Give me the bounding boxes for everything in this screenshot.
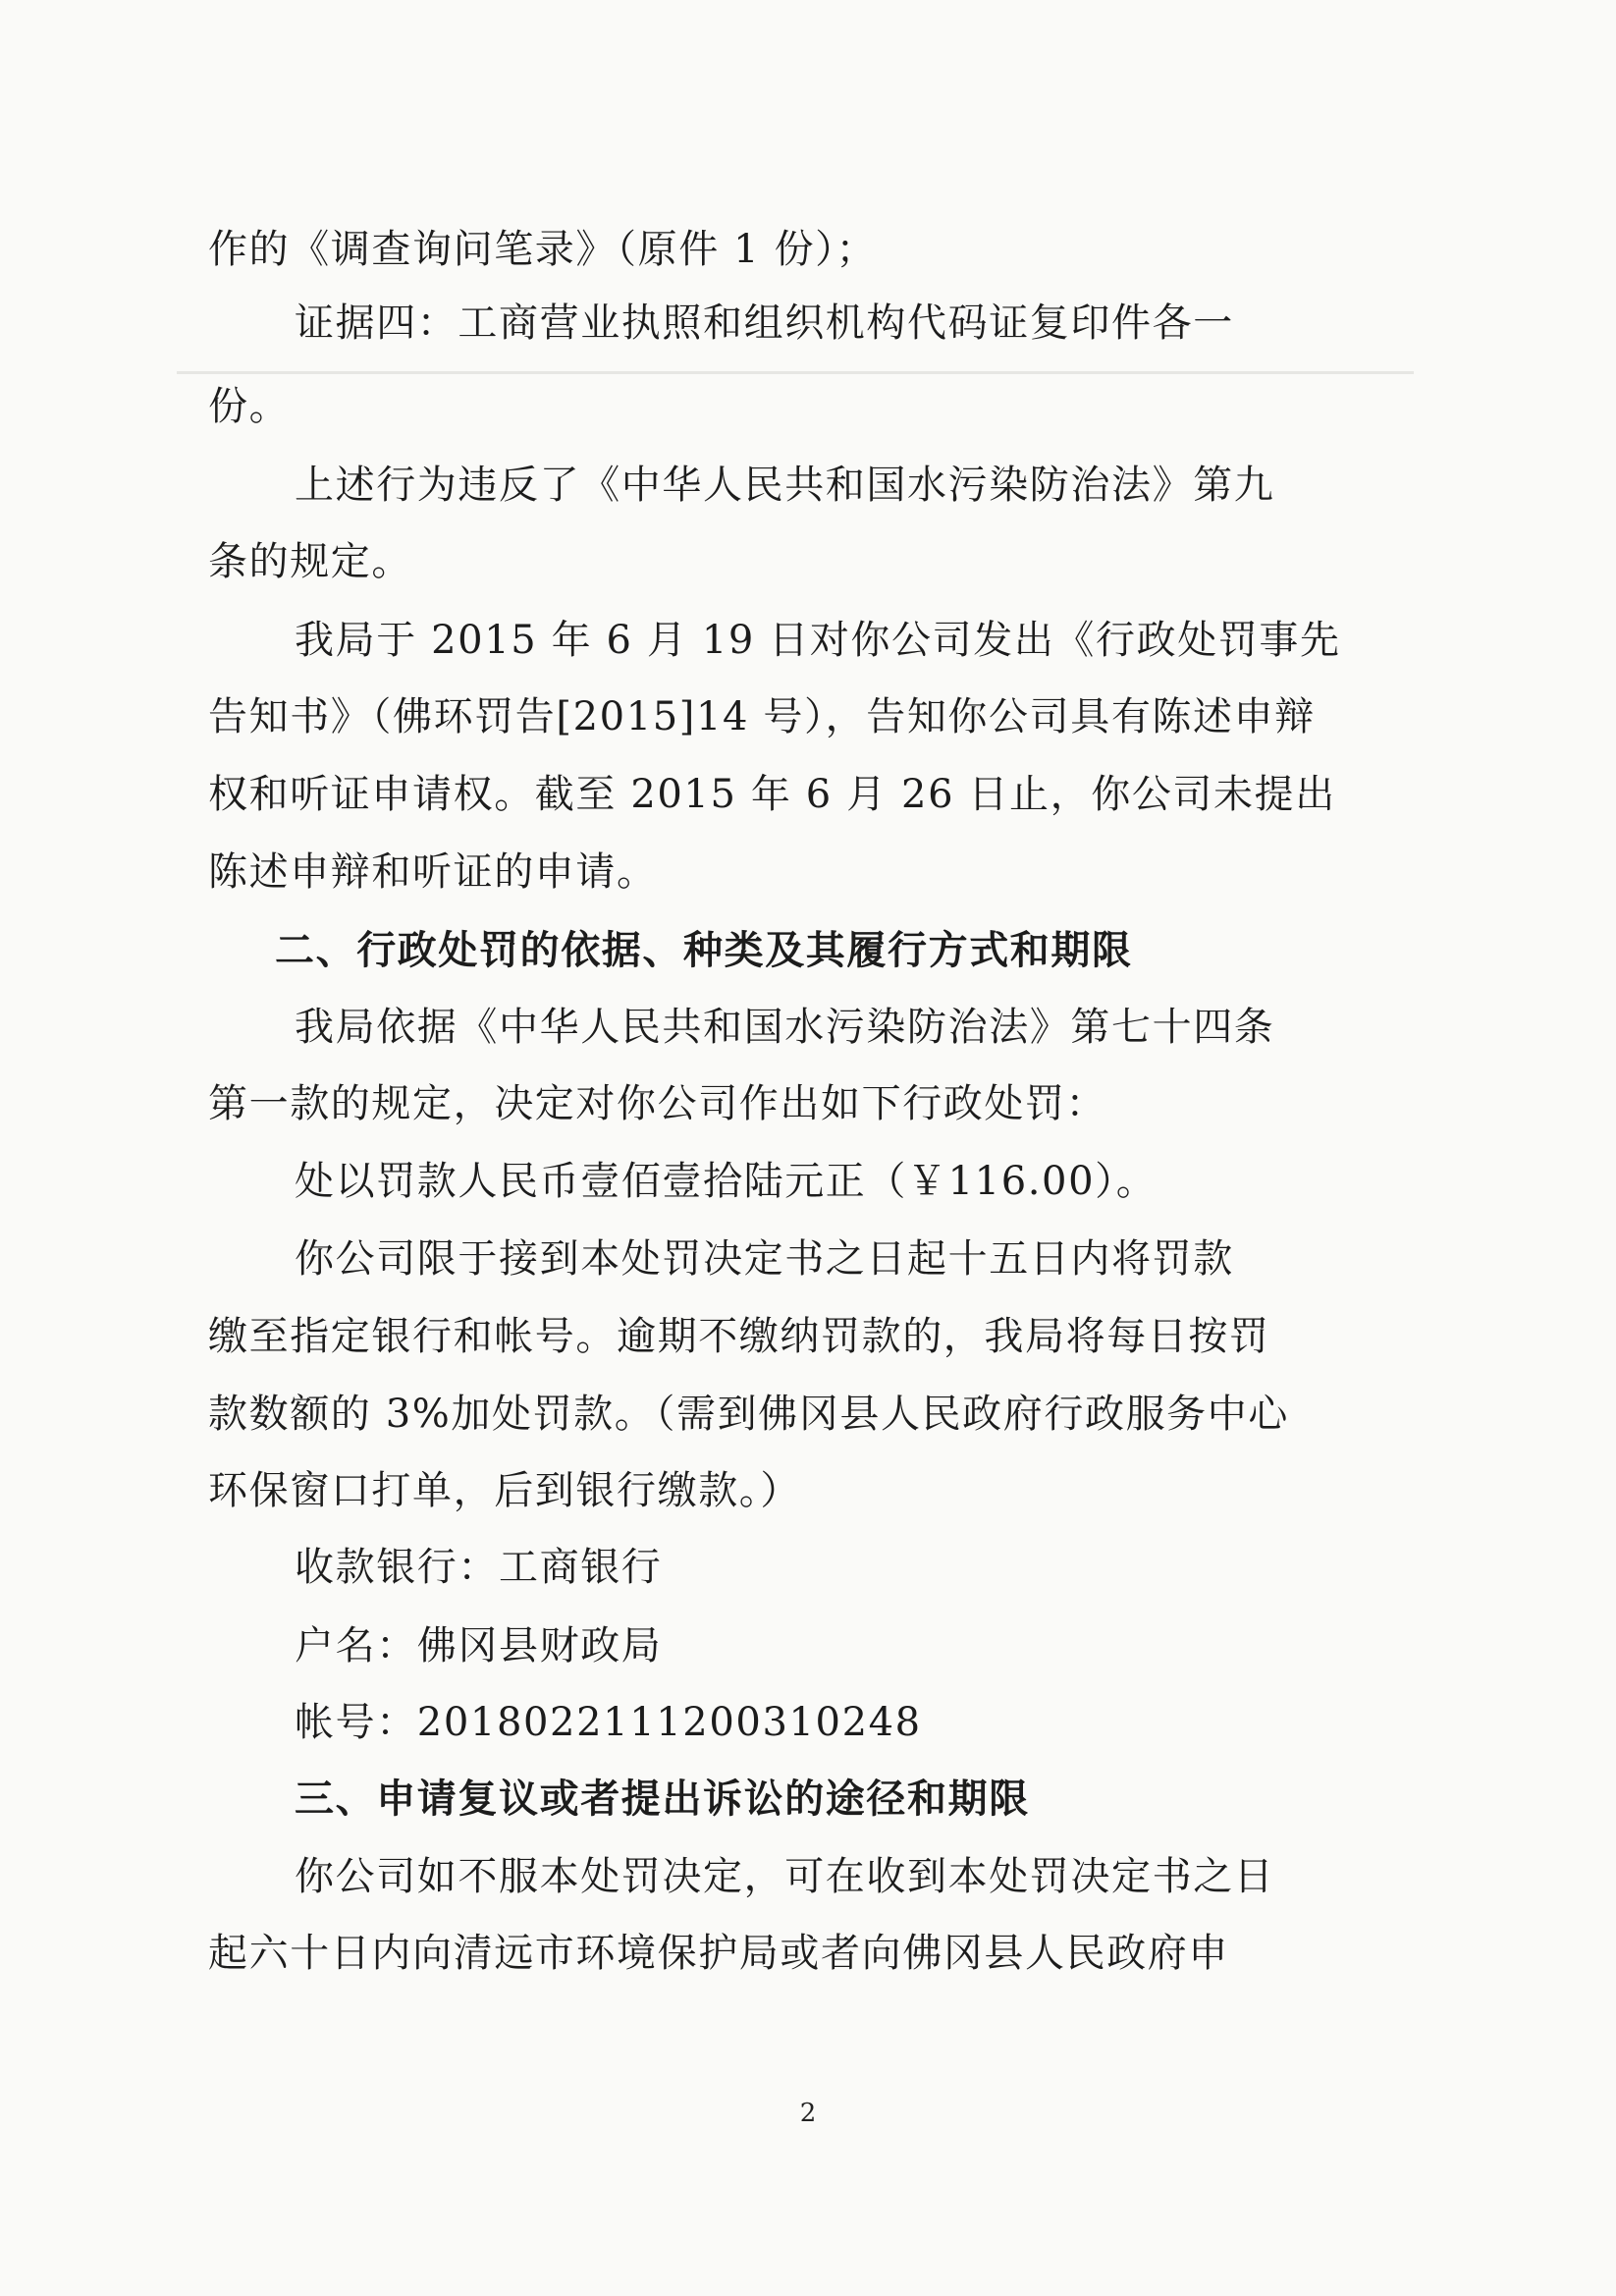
account-holder-line: 户名：佛冈县财政局 bbox=[295, 1623, 663, 1668]
text-line-6: 我局于 2015 年 6 月 19 日对你公司发出《行政处罚事先 bbox=[295, 618, 1341, 663]
text-line-15: 缴至指定银行和帐号。逾期不缴纳罚款的，我局将每日按罚 bbox=[208, 1314, 1270, 1359]
text-line-3: 份。 bbox=[208, 384, 291, 429]
text-line-7: 告知书》（佛环罚告[2015]14 号），告知你公司具有陈述申辩 bbox=[208, 694, 1316, 739]
text-line-14: 你公司限于接到本处罚决定书之日起十五日内将罚款 bbox=[295, 1236, 1234, 1282]
account-number-line: 帐号：2018022111200310248 bbox=[295, 1700, 922, 1745]
bank-name-line: 收款银行：工商银行 bbox=[295, 1545, 663, 1590]
text-line-4: 上述行为违反了《中华人民共和国水污染防治法》第九 bbox=[295, 463, 1275, 508]
text-line-8: 权和听证申请权。截至 2015 年 6 月 26 日止，你公司未提出 bbox=[208, 772, 1336, 817]
text-line-12: 第一款的规定，决定对你公司作出如下行政处罚： bbox=[208, 1081, 1107, 1126]
text-line-1: 作的《调查询问笔录》（原件 1 份）； bbox=[208, 227, 878, 272]
section-heading-3: 三、申请复议或者提出诉讼的途径和期限 bbox=[295, 1776, 1030, 1822]
text-line-11: 我局依据《中华人民共和国水污染防治法》第七十四条 bbox=[295, 1005, 1275, 1050]
text-line-17: 环保窗口打单，后到银行缴款。） bbox=[208, 1468, 801, 1513]
text-line-23: 起六十日内向清远市环境保护局或者向佛冈县人民政府申 bbox=[208, 1931, 1229, 1976]
page-number: 2 bbox=[799, 2099, 817, 2128]
text-line-9: 陈述申辩和听证的申请。 bbox=[208, 849, 658, 895]
bleed-through-rule bbox=[177, 371, 1414, 374]
text-line-16: 款数额的 3%加处罚款。（需到佛冈县人民政府行政服务中心 bbox=[208, 1392, 1289, 1437]
text-line-22: 你公司如不服本处罚决定，可在收到本处罚决定书之日 bbox=[295, 1854, 1275, 1899]
text-line-2: 证据四：工商营业执照和组织机构代码证复印件各一 bbox=[295, 301, 1234, 346]
text-line-5: 条的规定。 bbox=[208, 539, 412, 584]
section-heading-2: 二、行政处罚的依据、种类及其履行方式和期限 bbox=[275, 927, 1133, 973]
text-line-13: 处以罚款人民币壹佰壹拾陆元正（￥116.00）。 bbox=[295, 1159, 1158, 1204]
